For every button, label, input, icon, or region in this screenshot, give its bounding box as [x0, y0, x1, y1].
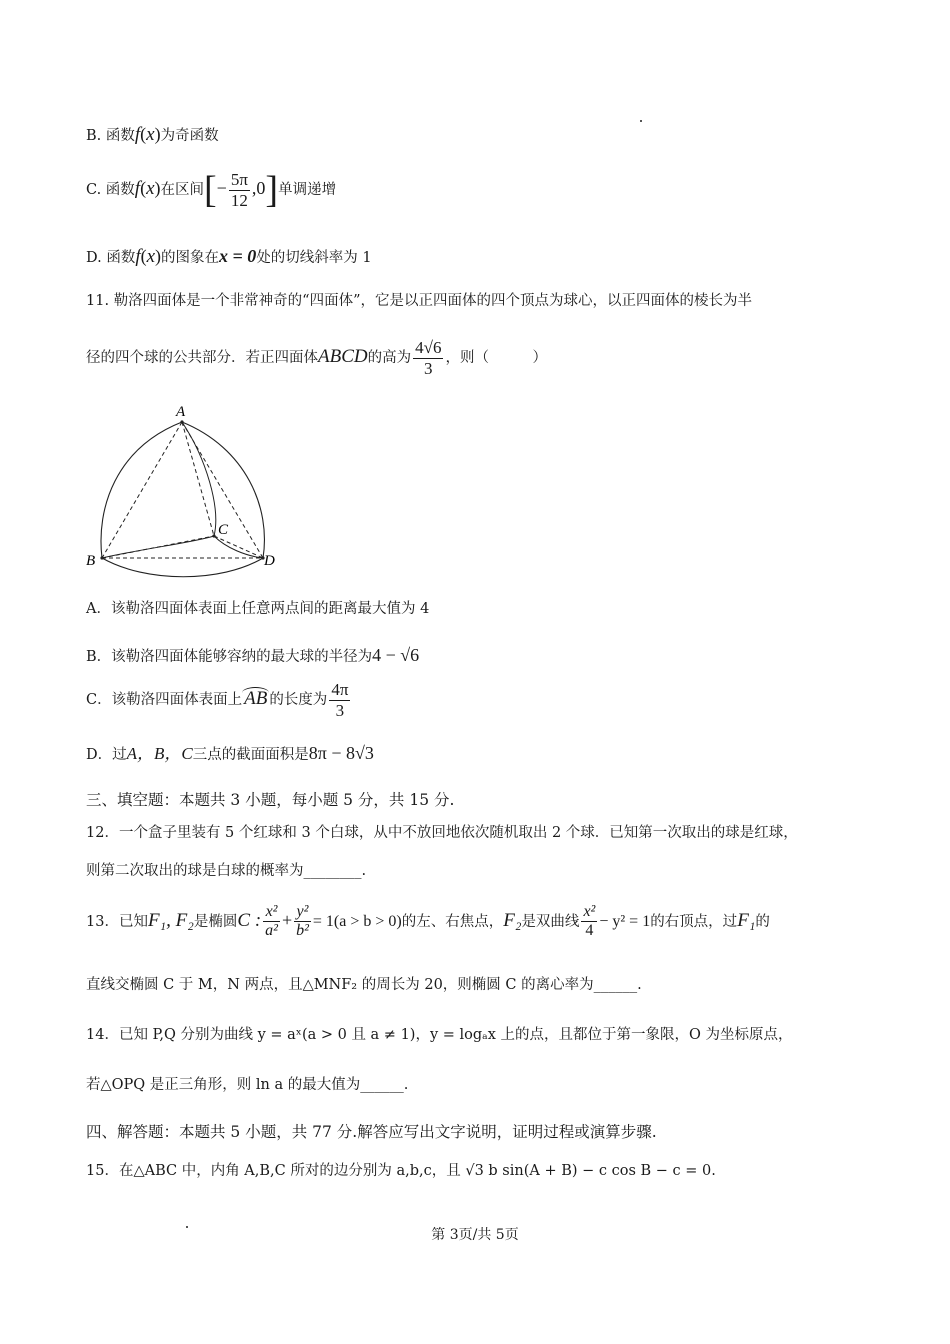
q12-line1: 12．一个盒子里装有 5 个红球和 3 个白球，从中不放回地依次随机取出 2 个球．已知第一次取出的球是红球， [86, 825, 798, 841]
q11-option-a: A．该勒洛四面体表面上任意两点间的距离最大值为 4 [86, 601, 430, 617]
label-b: B [86, 553, 96, 569]
q14-line2: 若△OPQ 是正三角形，则 ln a 的最大值为______. [86, 1077, 409, 1093]
q15-line: 15．在△ABC 中，内角 A,B,C 所对的边分别为 a,b,c，且 √3 b sin(A + B) − c cos B − c = 0. [86, 1163, 716, 1179]
arc-length-fraction: $\frac{4\pi}{3}$ [331, 680, 349, 720]
edge-b-c [102, 536, 214, 558]
q14-line1: 14．已知 P,Q 分别为曲线 y = aˣ(a > 0 且 a ≠ 1)，y = logₐx 上的点，且都位于第一象限，O 为坐标原点， [86, 1027, 793, 1043]
label-a: A [176, 404, 186, 420]
q11-option-c: C．该勒洛四面体表面上 AB 的长度为 $\frac{4\pi}{3}$ [86, 680, 349, 720]
fraction: $\frac{5\pi}{12}$ [230, 170, 248, 210]
q10-option-c: C. 函数f(x)在区间[− $\frac{5\pi}{12}$ ,0]单调递增 [86, 169, 337, 212]
q11-stem-line2: 径的四个球的公共部分．若正四面体ABCD的高为 $\frac{4√6}{3}$ ，则（ ） [86, 338, 547, 378]
section-heading-solutions: 四、解答题：本题共 5 小题，共 77 分.解答应写出文字说明，证明过程或演算步骤. [86, 1123, 657, 1141]
q12-line2: 则第二次取出的球是白球的概率为________. [86, 863, 367, 879]
reuleaux-tetrahedron-figure [86, 398, 286, 588]
label-c: C [218, 522, 229, 538]
label-d: D [264, 553, 275, 569]
q10-option-d: D. 函数f(x)的图象在x = 0处的切线斜率为 1 [86, 246, 372, 267]
q11-option-b: B．该勒洛四面体能够容纳的最大球的半径为4 − √6 [86, 645, 420, 665]
q11-option-d: D．过A，B，C三点的截面面积是8π − 8√3 [86, 743, 374, 763]
scan-dot [640, 120, 642, 122]
fraction: $\frac{\text{x²}}{4}$ [583, 903, 596, 940]
q13-line1: 13．已知F₁, F₂是椭圆C : $\frac{\text{x²}}{\text{a²}}$ + $\frac{\text{y²}}{\text{b²}}$ = 1(a > b > 0)的左、右焦点，F₂是双曲线 $\frac{\text{x²}}{4}$ − y² = 1的右顶点，过F₁的 [86, 903, 770, 940]
height-fraction: $\frac{4√6}{3}$ [415, 338, 442, 378]
section-heading-fill-in: 三、填空题：本题共 3 小题，每小题 5 分，共 15 分. [86, 791, 455, 809]
arc-b-d-outer [102, 558, 263, 577]
q11-stem-line1: 11. 勒洛四面体是一个非常神奇的“四面体”，它是以正四面体的四个顶点为球心，以正四面体的棱长为半 [86, 293, 752, 309]
q10-option-b: B. 函数f(x)为奇函数 [86, 124, 219, 145]
fraction: $\frac{\text{x²}}{\text{a²}}$ [265, 903, 278, 940]
edge-c-d [214, 536, 263, 558]
page-footer: 第 3页/共 5页 [431, 1227, 519, 1243]
fraction: $\frac{\text{y²}}{\text{b²}}$ [296, 903, 309, 940]
edge-a-b [102, 422, 182, 558]
q13-line2: 直线交椭圆 C 于 M，N 两点，且△MNF₂ 的周长为 20，则椭圆 C 的离心率为______. [86, 977, 642, 993]
